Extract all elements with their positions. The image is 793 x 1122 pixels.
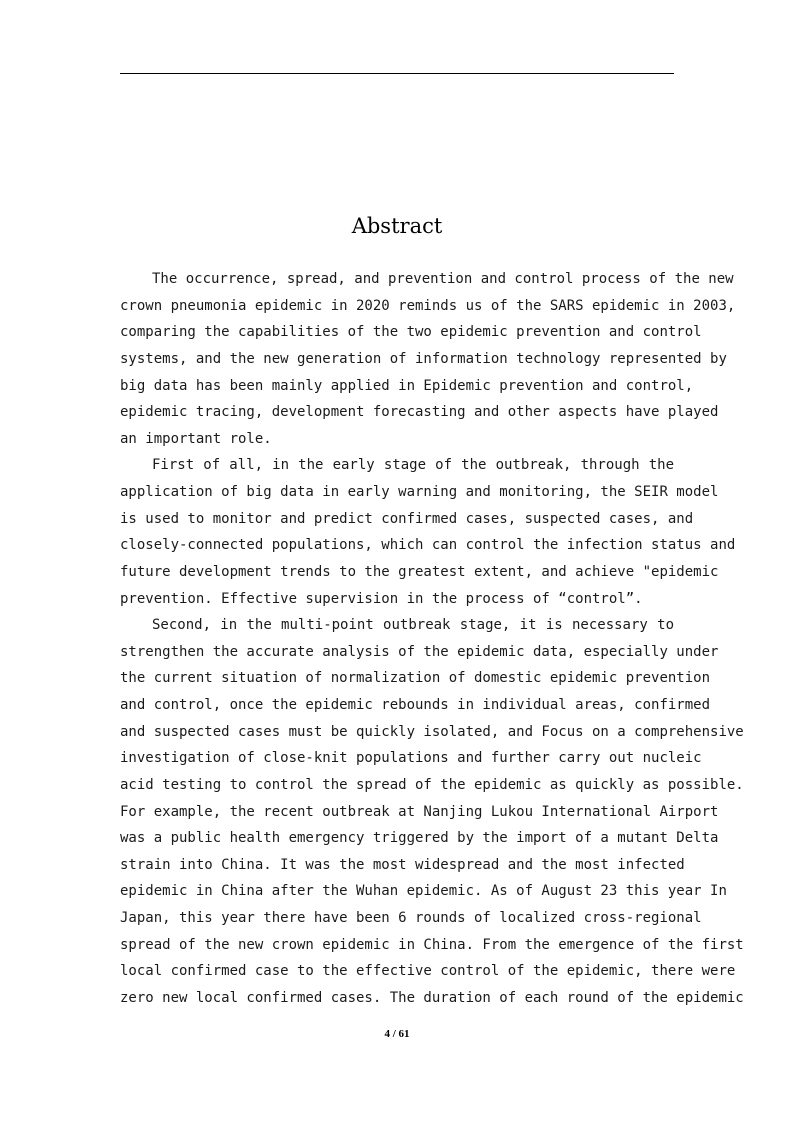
text-line: crown pneumonia epidemic in 2020 reminds us of the SARS epidemic in 2003, [120,297,736,314]
text-line: an important role. [120,430,272,447]
text-line: local confirmed case to the effective control of the epidemic, there were [120,963,736,980]
text-line: the current situation of normalization of domestic epidemic prevention [120,670,711,687]
text-line: closely-connected populations, which can control the infection status and [120,537,736,554]
header-rule [120,73,674,74]
text-line: acid testing to control the spread of the epidemic as quickly as possible. [120,776,744,793]
text-line: First of all, in the early stage of the outbreak, through the [152,457,674,474]
text-line: investigation of close-knit populations and further carry out nucleic [120,750,702,767]
text-line: epidemic tracing, development forecasting and other aspects have played [120,404,719,421]
text-line: comparing the capabilities of the two epidemic prevention and control [120,324,702,341]
text-line: and control, once the epidemic rebounds in individual areas, confirmed [120,697,711,713]
abstract-body [120,266,744,1012]
text-line: spread of the new crown epidemic in China. From the emergence of the first [120,936,744,953]
text-line: application of big data in early warning and monitoring, the SEIR model [120,484,719,500]
page-title: Abstract [351,214,443,238]
abstract-paragraph [120,612,744,1011]
abstract-paragraph [120,266,736,452]
text-line: prevention. Effective supervision in the process of “control”. [120,590,643,607]
text-line: Second, in the multi-point outbreak stage, it is necessary to [152,617,674,634]
page-number: 4 / 61 [384,1028,410,1040]
text-line: epidemic in China after the Wuhan epidemic. As of August 23 this year In [120,883,727,900]
abstract-paragraph [120,452,736,612]
text-line: strain into China. It was the most widespread and the most infected [120,856,685,873]
text-line: The occurrence, spread, and prevention and control process of the new [152,271,734,287]
text-line: and suspected cases must be quickly isolated, and Focus on a comprehensive [120,723,744,740]
text-line: Japan, this year there have been 6 rounds of localized cross-regional [120,910,702,926]
text-line: systems, and the new generation of information technology represented by [120,350,727,367]
text-line: is used to monitor and predict confirmed cases, suspected cases, and [120,510,694,527]
text-line: strengthen the accurate analysis of the epidemic data, especially under [120,643,719,660]
text-line: was a public health emergency triggered by the import of a mutant Delta [120,830,719,847]
text-line: future development trends to the greatest extent, and achieve "epidemic [120,563,719,580]
text-line: big data has been mainly applied in Epidemic prevention and control, [120,377,694,394]
text-line: zero new local confirmed cases. The duration of each round of the epidemic [120,989,744,1006]
text-line: For example, the recent outbreak at Nanjing Lukou International Airport [120,803,719,820]
